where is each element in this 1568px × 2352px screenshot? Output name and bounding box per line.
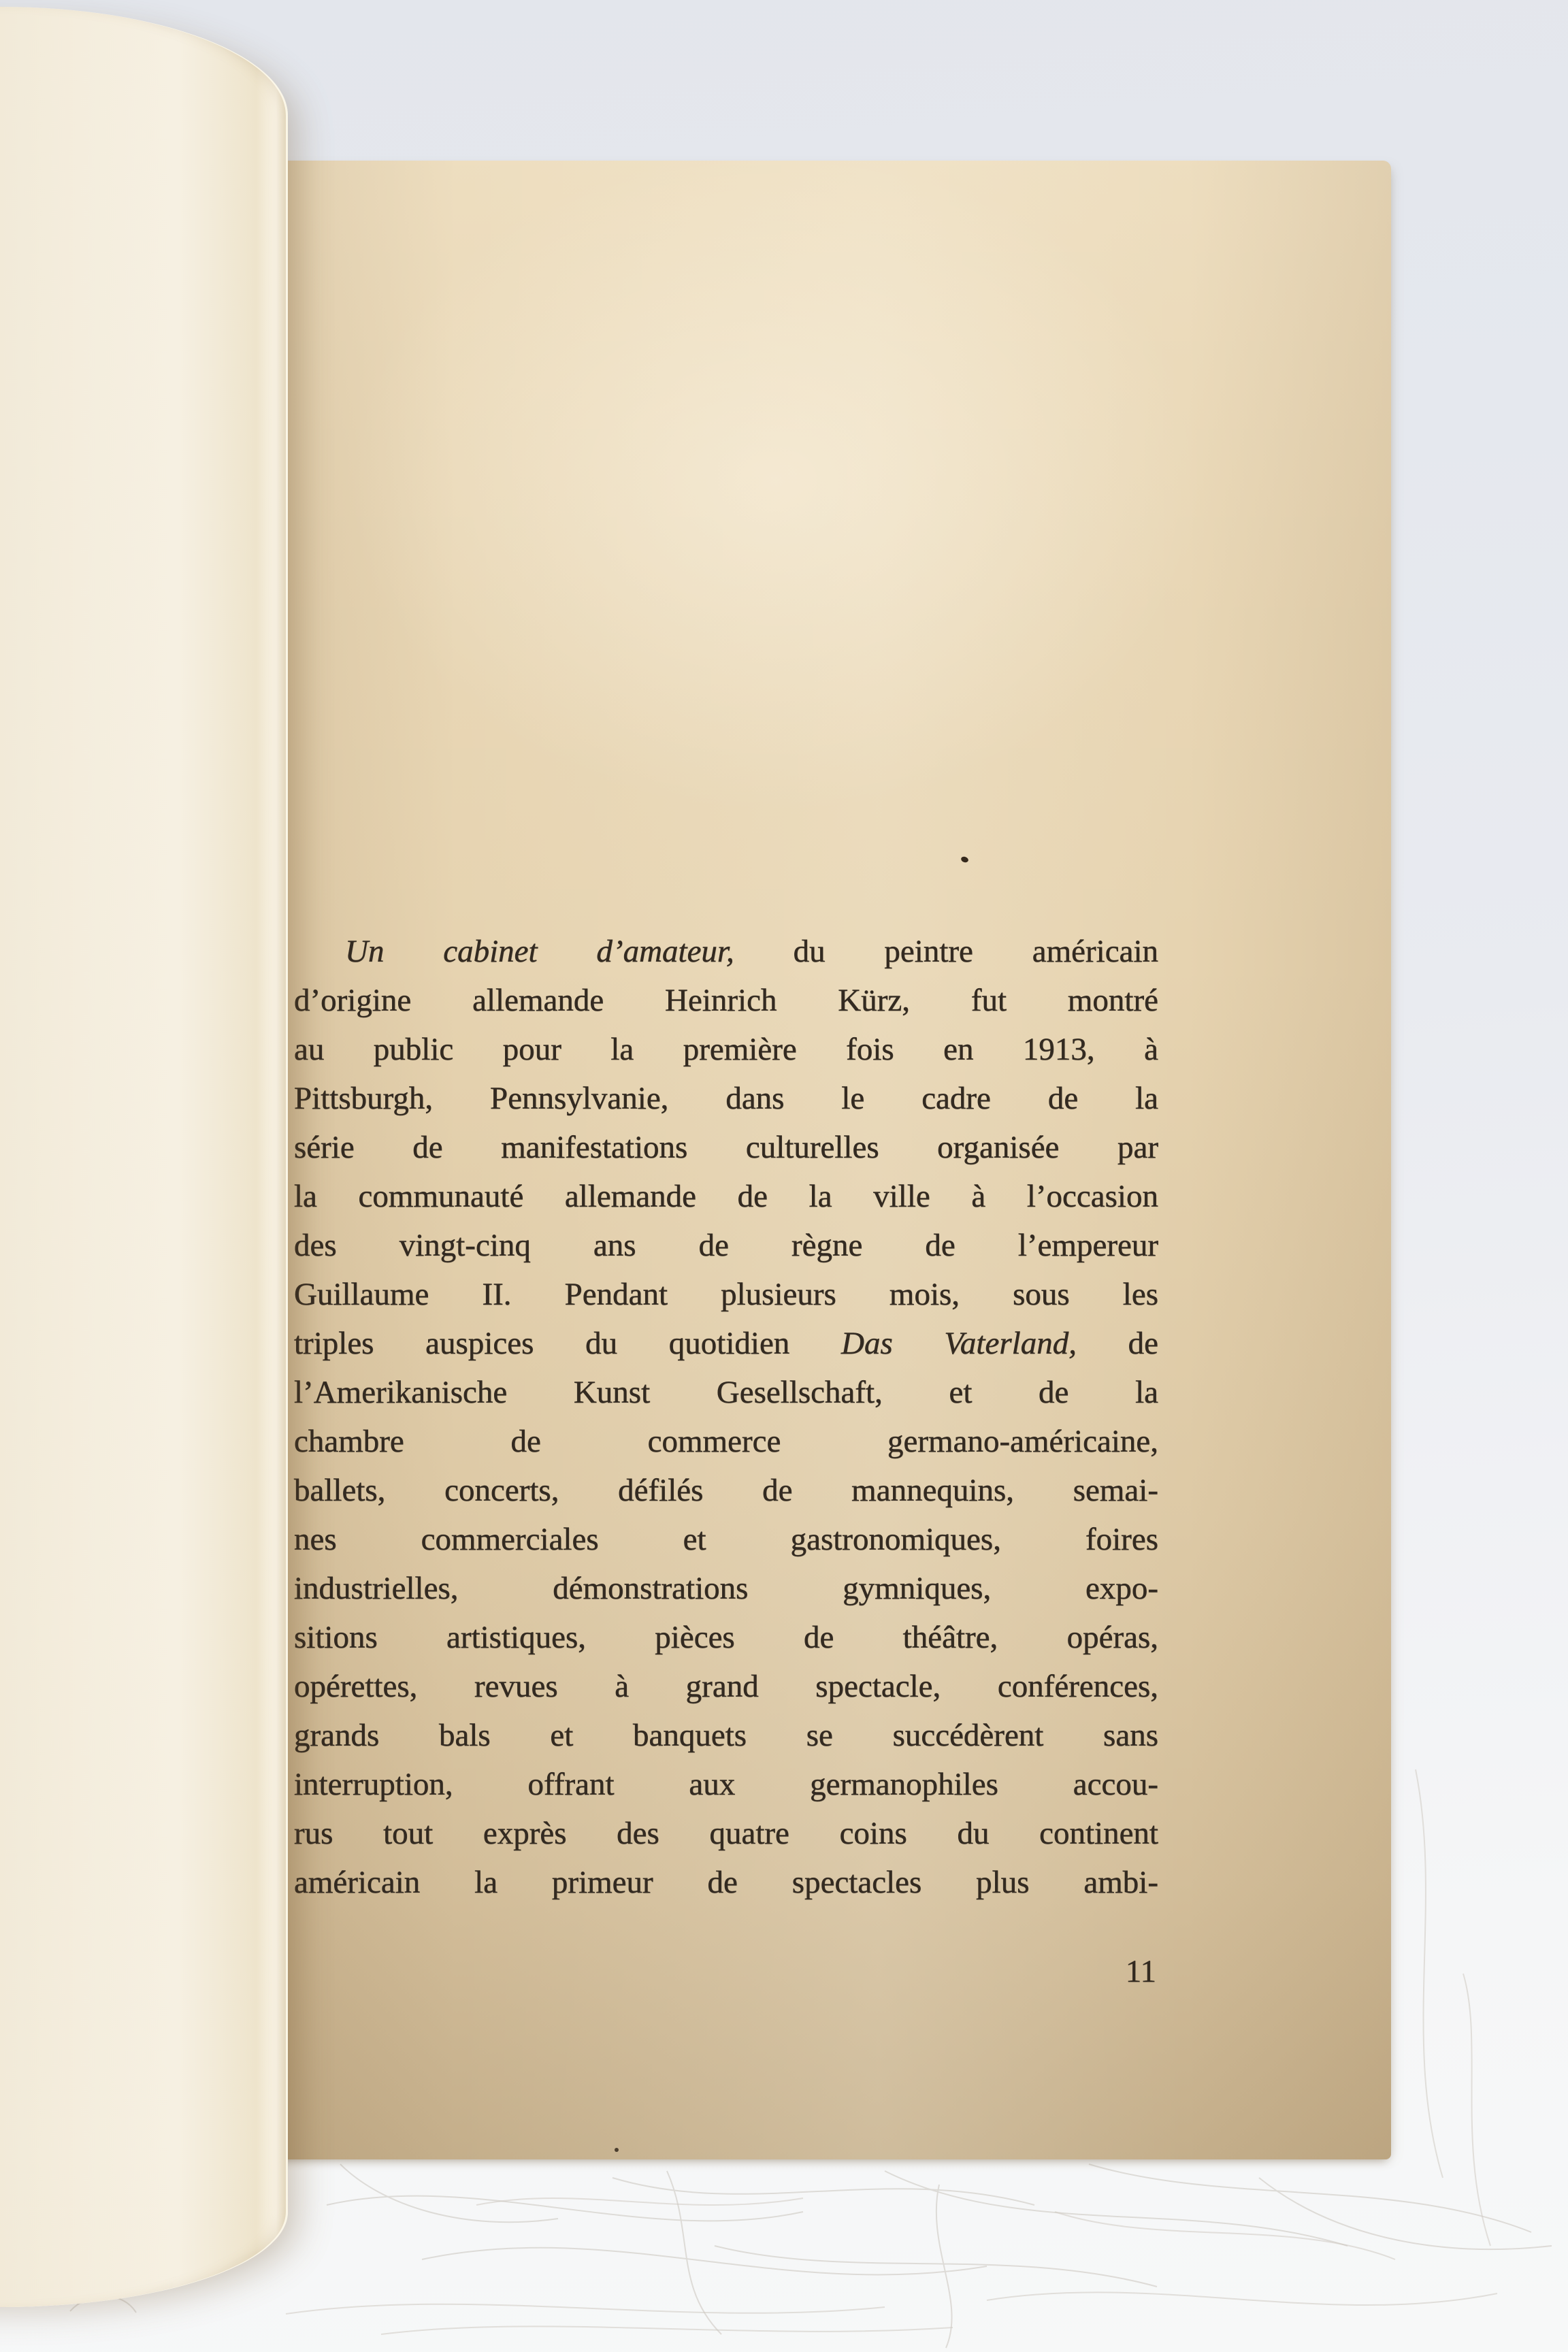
text-line	[294, 1123, 1158, 1172]
text-run: série de manifestations culturelles organisée par	[294, 1130, 1158, 1165]
text-run: industrielles, démonstrations gymniques, expo-	[294, 1571, 1158, 1606]
text-run: d’origine allemande Heinrich Kürz, fut montré	[294, 983, 1158, 1018]
text-line	[294, 1662, 1158, 1711]
text-line	[294, 1319, 1158, 1368]
text-run: interruption, offrant aux germanophiles accou-	[294, 1767, 1158, 1802]
text-line	[294, 1515, 1158, 1564]
turning-page-curl	[0, 7, 288, 2307]
text-run: triples auspices du quotidien	[294, 1326, 841, 1361]
text-run: des vingt-cinq ans de règne de l’empereur	[294, 1228, 1158, 1263]
text-line	[294, 1564, 1158, 1613]
text-run: grands bals et banquets se succédèrent sans	[294, 1718, 1158, 1753]
text-run: chambre de commerce germano-américaine,	[294, 1424, 1158, 1459]
text-run: rus tout exprès des quatre coins du continent	[294, 1816, 1158, 1851]
text-run: opérettes, revues à grand spectacle, conférences,	[294, 1669, 1158, 1704]
text-block	[294, 927, 1158, 1907]
text-run: américain la primeur de spectacles plus ambi-	[294, 1865, 1158, 1900]
italic-text-run: Un cabinet d’amateur,	[345, 934, 734, 969]
text-line	[294, 1025, 1158, 1074]
text-run: la communauté allemande de la ville à l’occasion	[294, 1179, 1158, 1214]
text-line	[294, 1270, 1158, 1319]
text-line	[294, 1368, 1158, 1417]
text-line	[294, 1417, 1158, 1466]
text-line	[294, 1466, 1158, 1515]
text-line	[294, 976, 1158, 1025]
text-line	[294, 1221, 1158, 1270]
text-run: du peintre américain	[734, 934, 1159, 969]
text-line	[294, 1711, 1158, 1760]
page-number: 11	[1125, 1954, 1156, 1989]
text-run: de	[1076, 1326, 1159, 1361]
text-line	[294, 1809, 1158, 1858]
text-line	[294, 1613, 1158, 1662]
text-run: Pittsburgh, Pennsylvanie, dans le cadre de la	[294, 1081, 1158, 1116]
text-line	[294, 1760, 1158, 1809]
text-run: l’Amerikanische Kunst Gesellschaft, et de la	[294, 1375, 1158, 1410]
text-line	[294, 1074, 1158, 1123]
text-run: au public pour la première fois en 1913, à	[294, 1032, 1158, 1067]
text-run: nes commerciales et gastronomiques, foires	[294, 1522, 1158, 1557]
italic-text-run: Das Vaterland,	[841, 1326, 1077, 1361]
text-run: Guillaume II. Pendant plusieurs mois, sous les	[294, 1277, 1158, 1312]
book-page	[252, 161, 1391, 2159]
text-line	[294, 1858, 1158, 1907]
text-line	[294, 1172, 1158, 1221]
text-run: sitions artistiques, pièces de théâtre, opéras,	[294, 1620, 1158, 1655]
text-line	[294, 927, 1158, 976]
text-run: ballets, concerts, défilés de mannequins, semai-	[294, 1473, 1158, 1508]
ink-speck	[615, 2148, 619, 2152]
